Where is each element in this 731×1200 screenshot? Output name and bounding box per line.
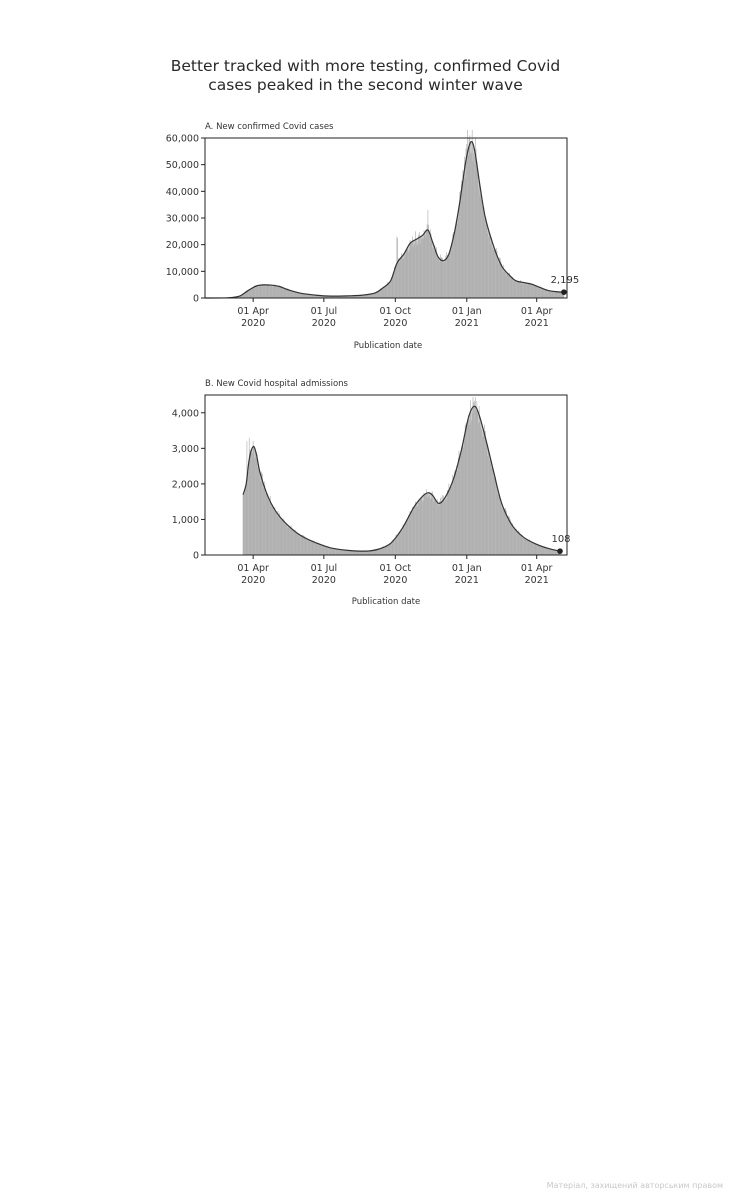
axes-group [205, 138, 567, 298]
x-tick-year-label: 2020 [241, 575, 266, 586]
last-value-dot [557, 548, 563, 554]
x-tick-label: 01 Oct [379, 306, 412, 317]
x-tick-label: 01 Apr [237, 306, 269, 317]
area-group [205, 142, 564, 298]
y-ticks-group [172, 408, 205, 561]
x-tick-label: 01 Apr [520, 563, 553, 574]
x-tick-year-label: 2020 [383, 575, 408, 586]
y-ticks-group [166, 134, 205, 305]
x-tick-label: 01 Jan [451, 306, 482, 317]
x-tick-year-label: 2021 [454, 318, 479, 329]
x-tick-year-label: 2020 [383, 318, 408, 329]
plot-frame [205, 138, 567, 298]
last-value-label: 108 [551, 534, 571, 546]
y-tick-label: 2,000 [171, 479, 199, 491]
x-tick-year-label: 2021 [524, 575, 549, 586]
average-area [205, 142, 564, 298]
x-ticks-group [237, 555, 552, 586]
chart-title: B. New Covid hospital admissions [205, 379, 348, 389]
y-tick-label: 0 [192, 550, 199, 562]
x-tick-label: 01 Jul [310, 563, 338, 574]
y-tick-label: 30,000 [165, 213, 199, 225]
page-title [120, 57, 611, 95]
x-tick-year-label: 2021 [454, 575, 479, 586]
y-tick-label: 50,000 [165, 160, 199, 172]
area-group [243, 406, 560, 555]
x-tick-label: 01 Oct [379, 563, 412, 574]
y-tick-label: 4,000 [171, 408, 199, 420]
y-tick-label: 10,000 [165, 266, 199, 278]
x-tick-label: 01 Apr [520, 306, 553, 317]
y-tick-label: 40,000 [165, 186, 199, 198]
last-value-dot [561, 289, 567, 295]
last-value-label: 2,195 [550, 275, 580, 287]
watermark: Матеріал, захищений авторським правом [546, 1181, 723, 1190]
x-tick-label: 01 Apr [237, 563, 269, 574]
x-axis-label: Publication date [351, 597, 421, 607]
average-area [243, 406, 560, 555]
chart-panel-hospital-admissions [0, 368, 731, 618]
x-tick-year-label: 2020 [311, 318, 336, 329]
average-line [205, 142, 564, 298]
x-axis-label: Publication date [353, 341, 423, 351]
y-tick-label: 20,000 [165, 240, 199, 252]
page-title-line-1: Better tracked with more testing, confirmed Covid [170, 57, 561, 75]
y-tick-label: 0 [192, 293, 199, 305]
x-tick-year-label: 2020 [241, 318, 266, 329]
y-tick-label: 3,000 [171, 443, 199, 455]
x-tick-year-label: 2020 [311, 575, 336, 586]
x-tick-label: 01 Jul [310, 306, 338, 317]
page-title-line-2: cases peaked in the second winter wave [208, 76, 523, 94]
x-tick-label: 01 Jan [451, 563, 482, 574]
chart-title: A. New confirmed Covid cases [205, 122, 334, 132]
y-tick-label: 60,000 [165, 133, 199, 145]
chart-panel-new-cases [0, 110, 731, 360]
y-tick-label: 1,000 [171, 514, 199, 526]
x-ticks-group [237, 298, 552, 329]
x-tick-year-label: 2021 [524, 318, 549, 329]
